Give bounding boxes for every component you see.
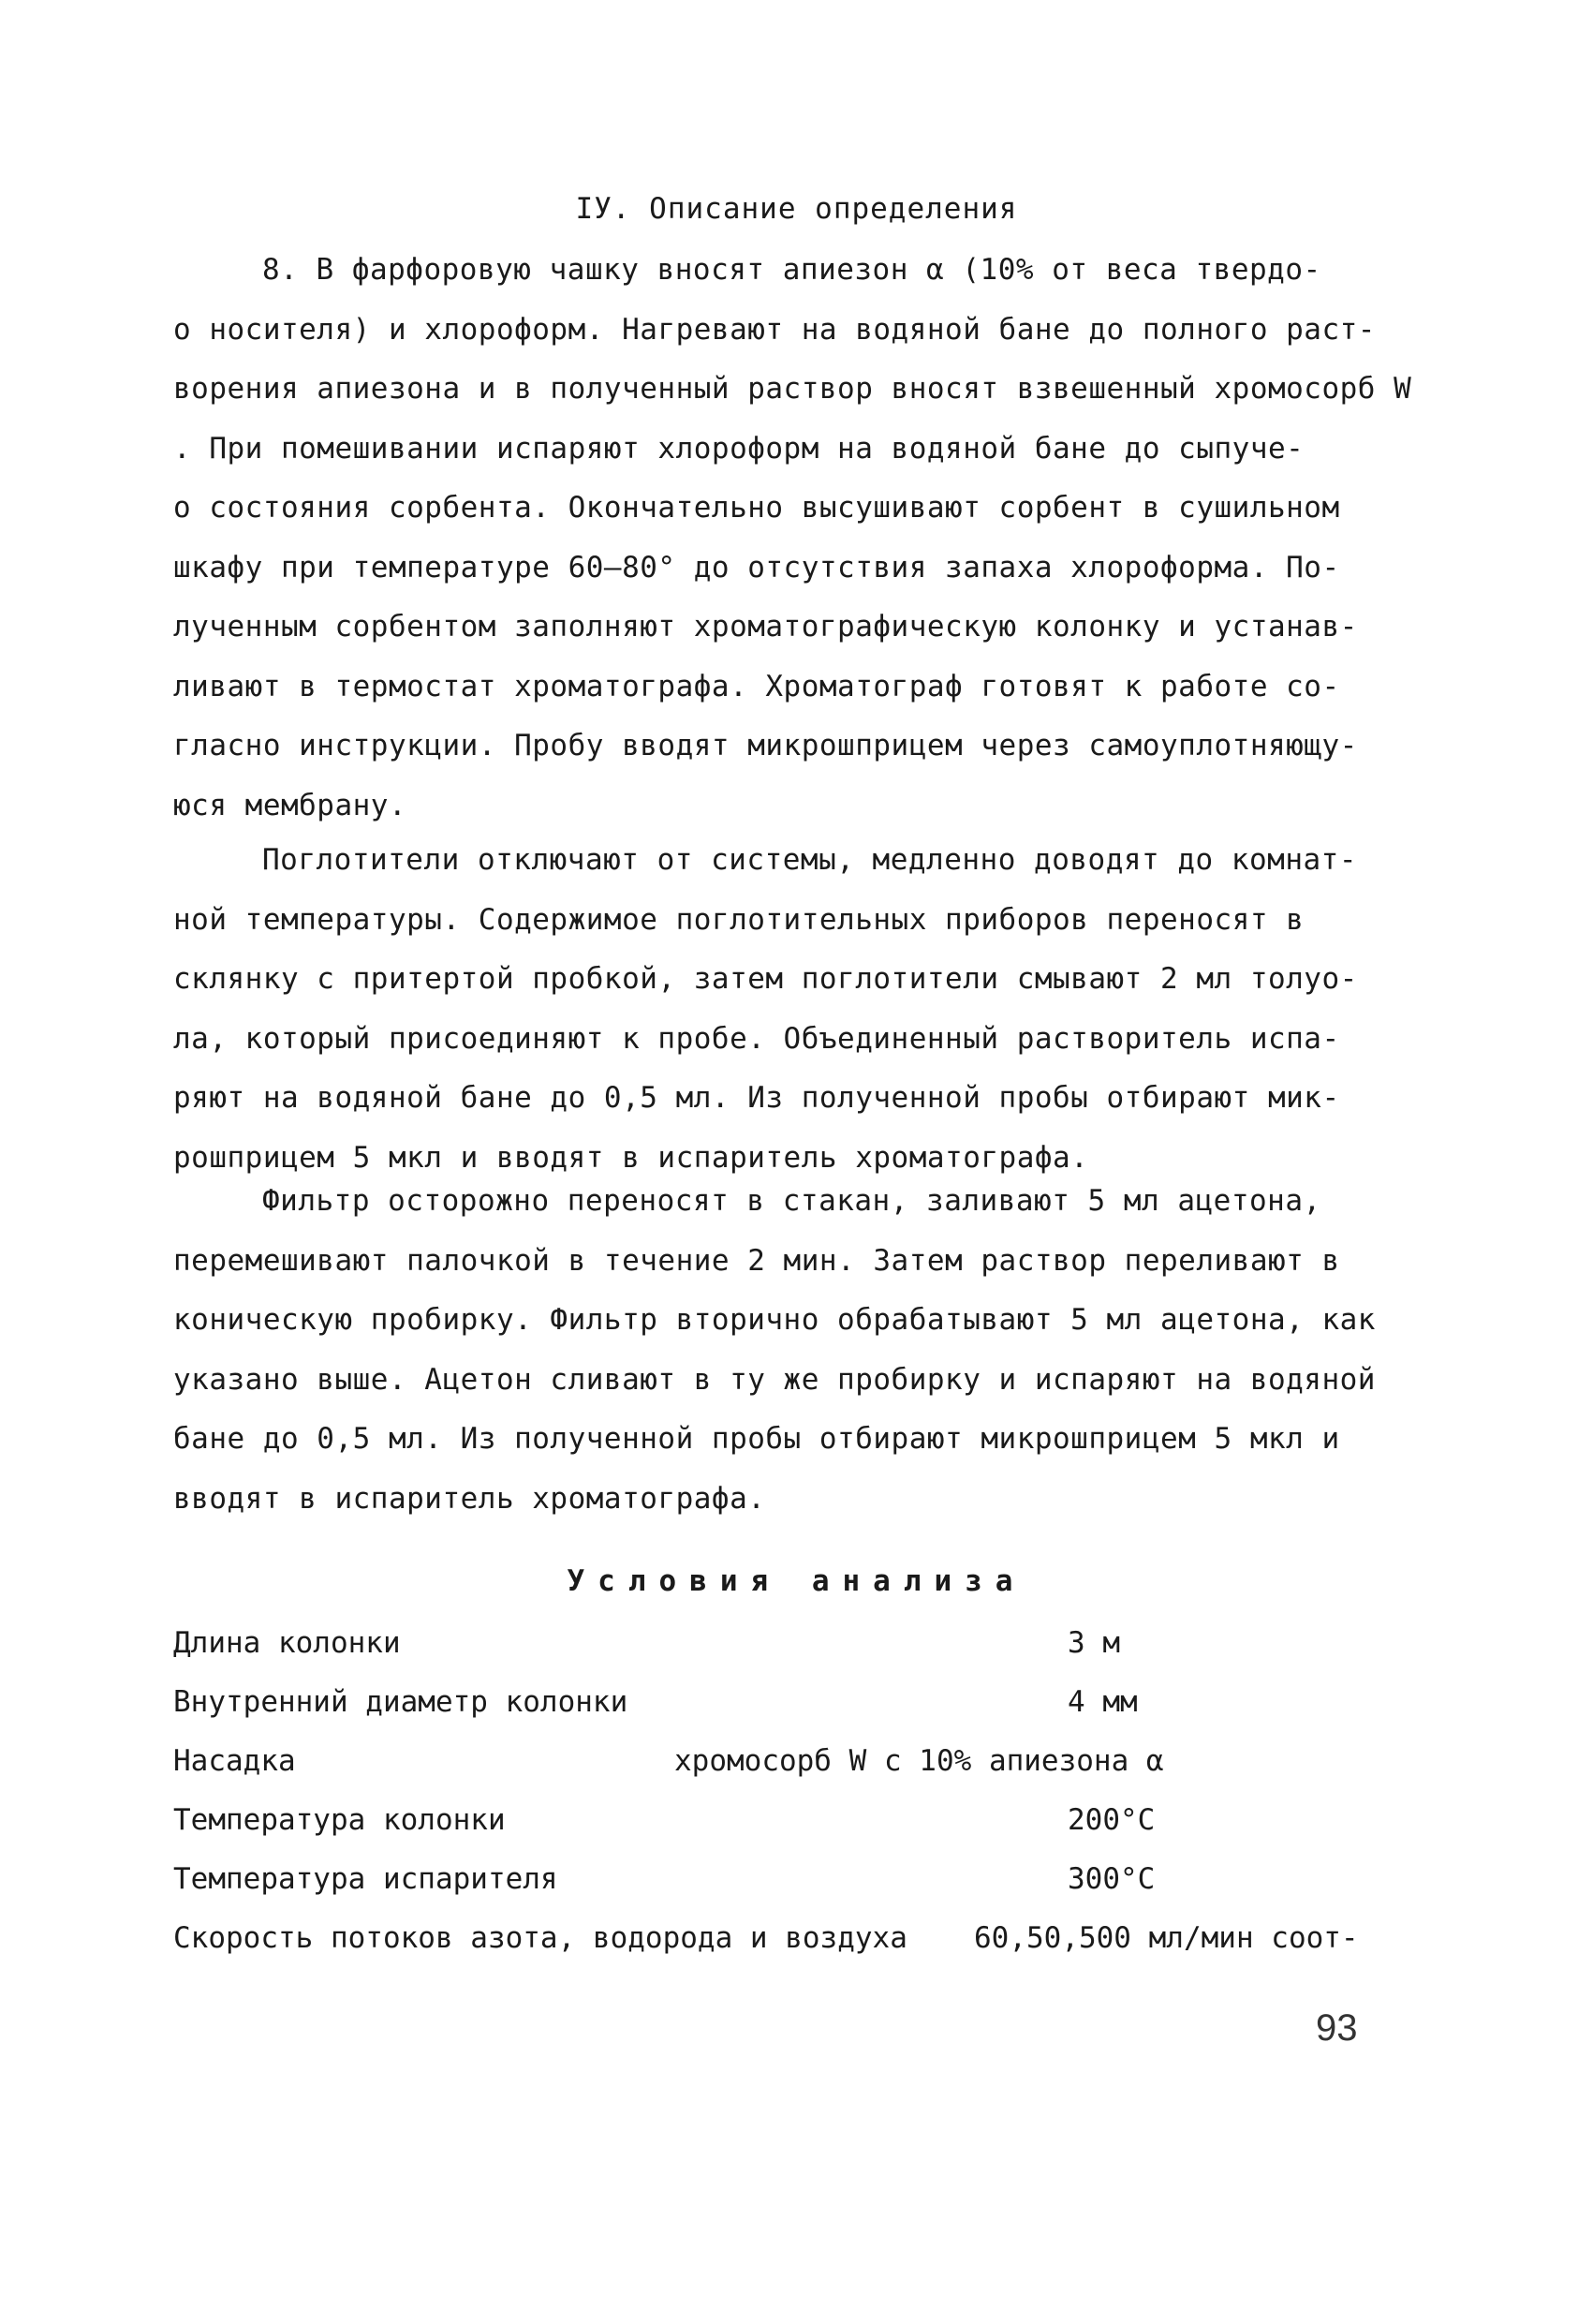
condition-label: Насадка bbox=[173, 1744, 296, 1778]
condition-label: Длина колонки bbox=[173, 1626, 401, 1660]
paragraph-line: гласно инструкции. Пробу вводят микрошприцем через самоуплотняющу- bbox=[173, 729, 1358, 762]
conditions-title: Условия анализа bbox=[567, 1564, 1026, 1598]
paragraph-line: . При помешивании испаряют хлороформ на водяной бане до сыпуче- bbox=[173, 431, 1305, 466]
condition-row bbox=[173, 1744, 1419, 1785]
condition-row bbox=[173, 1803, 1419, 1844]
paragraph-line: ной температуры. Содержимое поглотительных приборов переносят в bbox=[173, 902, 1305, 937]
paragraph-line: вводят в испаритель хроматографа. bbox=[173, 1481, 766, 1516]
paragraph-line: о состояния сорбента. Окончательно высушивают сорбент в сушильном bbox=[173, 491, 1340, 525]
section-heading: IУ. Описание определения bbox=[575, 192, 1018, 226]
paragraph-line: ливают в термостат хроматографа. Хроматограф готовят к работе со- bbox=[173, 669, 1340, 703]
paragraph-line: шкафу при температуре 60–80° до отсутствия запаха хлороформа. По- bbox=[173, 550, 1340, 585]
paragraph-line: перемешивают палочкой в течение 2 мин. Затем раствор переливают в bbox=[173, 1243, 1340, 1278]
paragraph-line: ряют на водяной бане до 0,5 мл. Из полученной пробы отбирают мик- bbox=[173, 1081, 1340, 1115]
paragraph-line: Фильтр осторожно переносят в стакан, заливают 5 мл ацетона, bbox=[262, 1184, 1321, 1218]
condition-label: Скорость потоков азота, водорода и воздуха bbox=[173, 1921, 907, 1955]
condition-row bbox=[173, 1685, 1419, 1726]
condition-value: 300°C bbox=[1068, 1862, 1156, 1896]
condition-row bbox=[173, 1862, 1419, 1903]
condition-value: 60,50,500 мл/мин соот- bbox=[974, 1921, 1359, 1955]
paragraph-line: о носителя) и хлороформ. Нагревают на водяной бане до полного раст- bbox=[173, 312, 1376, 347]
paragraph-line: рошприцем 5 мкл и вводят в испаритель хроматографа. bbox=[173, 1140, 1089, 1175]
paragraph-line: юся мембрану. bbox=[173, 788, 407, 822]
paragraph-line: 8. В фарфоровую чашку вносят апиезон α (10% от веса твердо- bbox=[262, 253, 1321, 287]
condition-label: Температура испарителя bbox=[173, 1862, 558, 1896]
paragraph-line: Поглотители отключают от системы, медленно доводят до комнат- bbox=[262, 843, 1357, 877]
condition-row bbox=[173, 1921, 1419, 1962]
paragraph-line: ла, который присоединяют к пробе. Объединенный растворитель испа- bbox=[173, 1021, 1340, 1056]
paragraph-filter bbox=[173, 1172, 1391, 1529]
paragraph-line: ворения апиезона и в полученный раствор вносят взвешенный хромосорб W bbox=[173, 372, 1412, 406]
paragraph-line: указано выше. Ацетон сливают в ту же пробирку и испаряют на водяной bbox=[173, 1362, 1376, 1397]
paragraph-line: лученным сорбентом заполняют хроматографическую колонку и устанав- bbox=[173, 610, 1358, 644]
condition-value: 4 мм bbox=[1068, 1685, 1138, 1719]
paragraph-procedure bbox=[173, 241, 1412, 836]
condition-value: 200°C bbox=[1068, 1803, 1156, 1837]
condition-value: 3 м bbox=[1068, 1626, 1120, 1660]
paragraph-line: бане до 0,5 мл. Из полученной пробы отбирают микрошприцем 5 мкл и bbox=[173, 1422, 1340, 1456]
condition-label: Внутренний диаметр колонки bbox=[173, 1685, 628, 1719]
condition-label: Температура колонки bbox=[173, 1803, 506, 1837]
paragraph-absorbers bbox=[173, 831, 1391, 1188]
page-number: 93 bbox=[1316, 2007, 1358, 2049]
paragraph-line: коническую пробирку. Фильтр вторично обрабатывают 5 мл ацетона, как bbox=[173, 1303, 1376, 1337]
paragraph-line: склянку с притертой пробкой, затем поглотители смывают 2 мл толуо- bbox=[173, 962, 1358, 996]
condition-value: хромосорб W с 10% апиезона α bbox=[674, 1744, 1164, 1778]
condition-row bbox=[173, 1626, 1419, 1667]
